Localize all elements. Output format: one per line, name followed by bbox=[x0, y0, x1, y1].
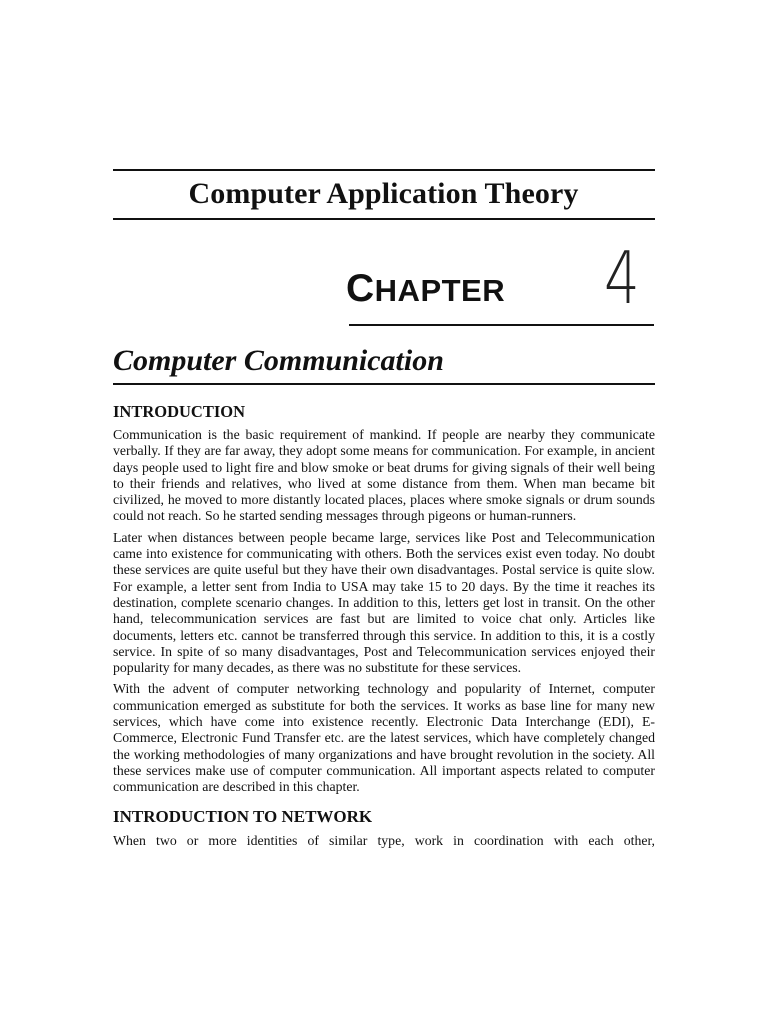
intro-paragraph-3: With the advent of computer networking technology and popularity of Internet, computer communication emerged as substitute for both the services. It works as base line for many new services, which have come into existence recently. Electronic Data Interchange (EDI), E-Commerce, Electronic Fund Transfer etc. are the latest services, which have completely changed the working methodologies of many organizations and have brought revolution in the society. All these services make use of computer communication. All important aspects related to computer communication are described in this chapter. bbox=[113, 681, 655, 795]
chapter-label-rest: HAPTER bbox=[374, 273, 506, 308]
chapter-number: 4 bbox=[604, 236, 640, 320]
intro-paragraph-2: Later when distances between people became large, services like Post and Telecommunication came into existence for communicating with others. Both the services exist even today. No doubt these services are quite useful but they have their own disadvantages. Postal service is quite slow. For example, a letter sent from India to USA may take 15 to 20 days. By the time it reaches its destination, complete scenario changes. In addition to this, letters get lost in transit. On the other hand, telecommunication services are fast but are limited to voice chat only. Articles like documents, letters etc. cannot be transferred through this service. In addition to this, it is a costly service. In spite of so many disadvantages, Post and Telecommunication services enjoyed their popularity for many decades, as there was no substitute for these services. bbox=[113, 529, 655, 676]
title-bottom-rule bbox=[113, 218, 655, 220]
network-paragraph-1: When two or more identities of similar type, work in coordination with each other, bbox=[113, 832, 655, 848]
chapter-label-cap: C bbox=[346, 267, 375, 310]
section-heading-network: INTRODUCTION TO NETWORK bbox=[113, 806, 373, 826]
section-heading-introduction: INTRODUCTION bbox=[113, 402, 246, 421]
chapter-body bbox=[113, 402, 655, 854]
intro-paragraph-1: Communication is the basic requirement of mankind. If people are nearby they communicate verbally. If they are far away, they adopt some means for communication. For example, in ancient days people used to light fire and blow smoke or beat drums for giving signals of their well being to their friends and relatives, who lived at some distance from them. When man became bit civilized, he moved to more distantly located places, places where smoke signals or drum sounds could not reach. So he started sending messages through pigeons or human-runners. bbox=[113, 427, 655, 524]
chapter-title-rule bbox=[113, 383, 655, 385]
chapter-label bbox=[346, 267, 505, 311]
top-rule bbox=[113, 169, 655, 171]
chapter-rule bbox=[349, 324, 654, 326]
book-title: Computer Application Theory bbox=[188, 177, 579, 210]
chapter-title: Computer Communication bbox=[113, 344, 444, 377]
